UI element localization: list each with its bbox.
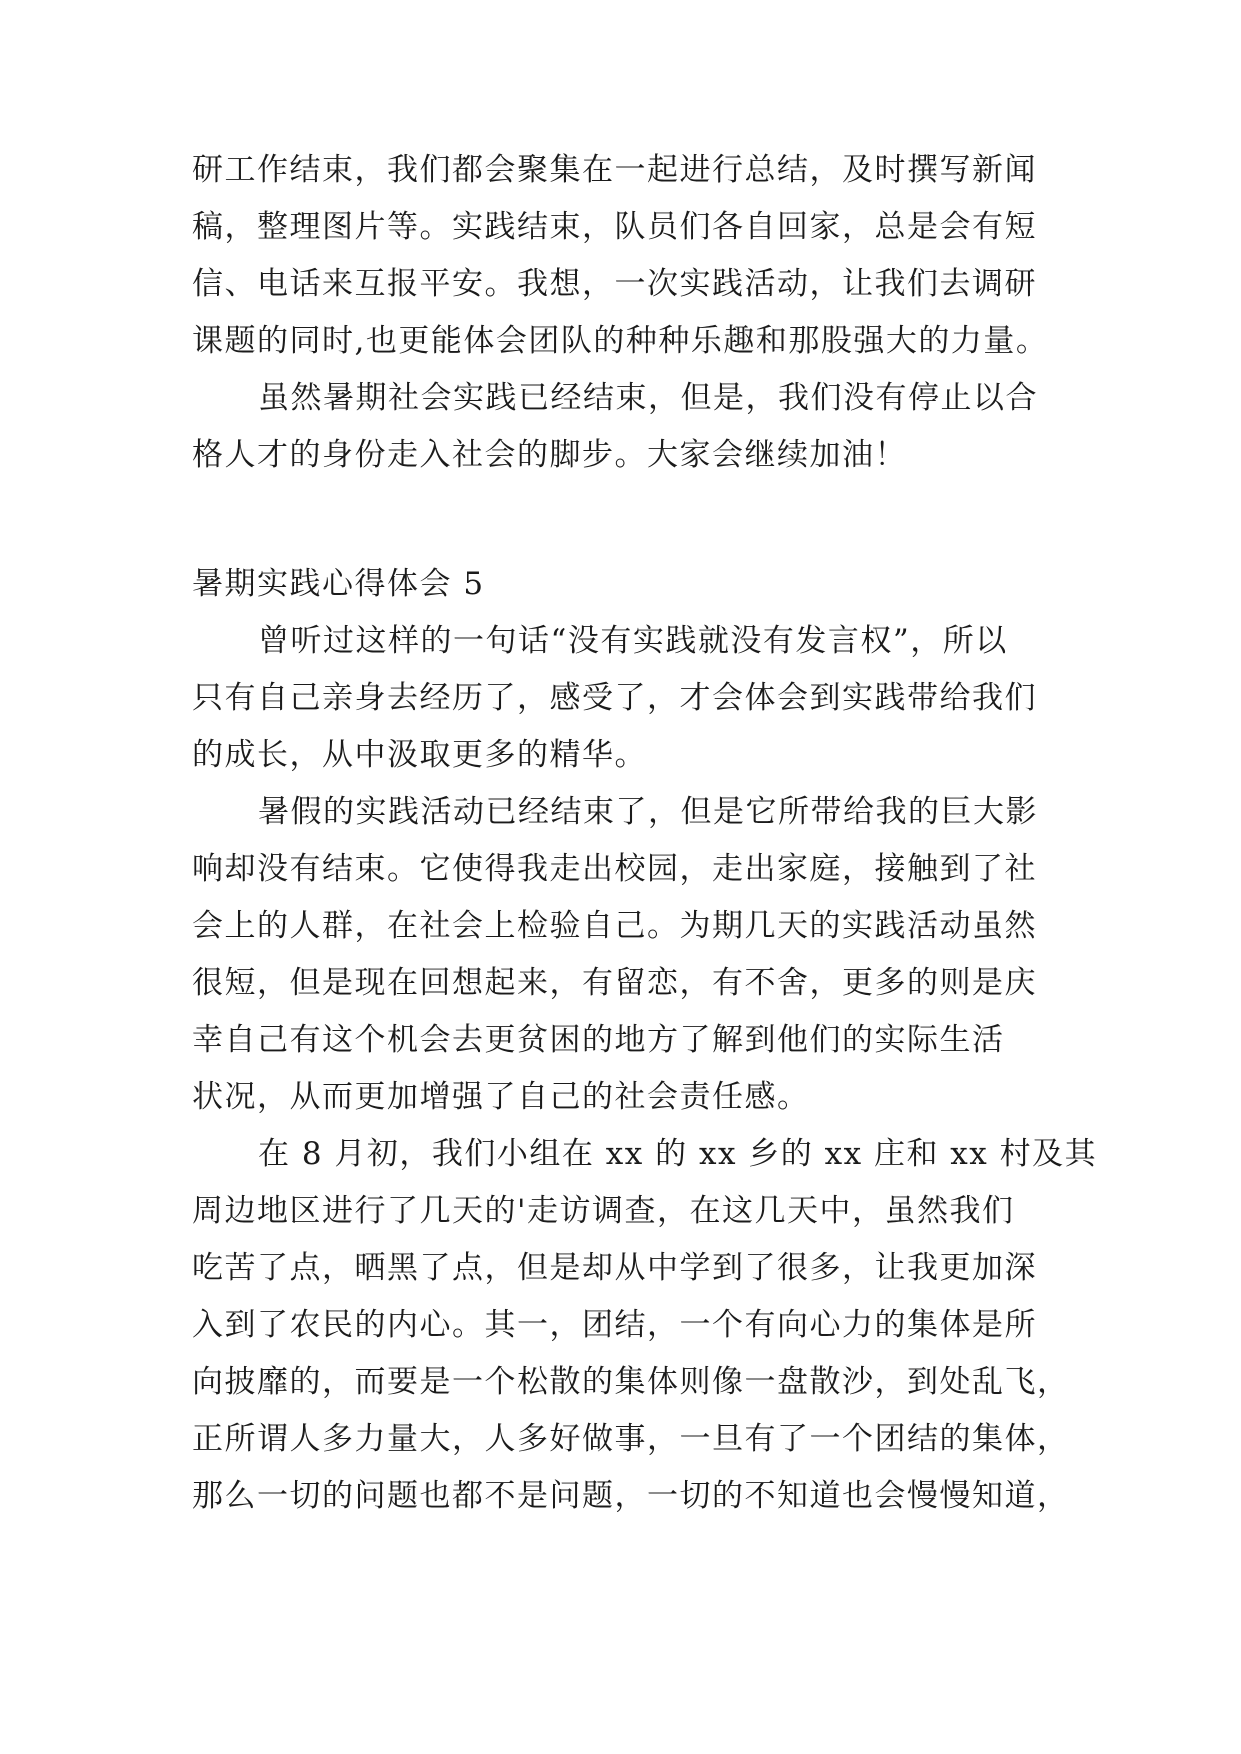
text-line: 虽然暑期社会实践已经结束，但是，我们没有停止以合 [258, 380, 1038, 416]
text-line: 稿，整理图片等。实践结束，队员们各自回家，总是会有短 [192, 209, 1037, 245]
text-line: 课题的同时,也更能体会团队的种种乐趣和那股强大的力量。 [192, 323, 1049, 359]
text-line: 曾听过这样的一句话“没有实践就没有发言权”，所以 [258, 623, 1008, 659]
text-line: 研工作结束，我们都会聚集在一起进行总结，及时撰写新闻 [192, 152, 1037, 188]
text-line: 的成长，从中汲取更多的精华。 [192, 737, 647, 773]
text-line: 在 8 月初，我们小组在 xx 的 xx 乡的 xx 庄和 xx 村及其 [258, 1136, 1098, 1172]
text-line: 向披靡的，而要是一个松散的集体则像一盘散沙，到处乱飞， [192, 1364, 1070, 1400]
text-line: 很短，但是现在回想起来，有留恋，有不舍，更多的则是庆 [192, 965, 1037, 1001]
section-heading: 暑期实践心得体会 5 [192, 566, 485, 602]
text-line: 幸自己有这个机会去更贫困的地方了解到他们的实际生活 [192, 1022, 1005, 1058]
text-line: 状况，从而更加增强了自己的社会责任感。 [192, 1079, 810, 1115]
text-line: 正所谓人多力量大，人多好做事，一旦有了一个团结的集体， [192, 1421, 1070, 1457]
text-line: 格人才的身份走入社会的脚步。大家会继续加油！ [192, 437, 907, 473]
text-line: 只有自己亲身去经历了，感受了，才会体会到实践带给我们 [192, 680, 1037, 716]
text-line: 吃苦了点，晒黑了点，但是却从中学到了很多，让我更加深 [192, 1250, 1037, 1286]
text-line: 那么一切的问题也都不是问题，一切的不知道也会慢慢知道， [192, 1478, 1070, 1514]
text-line: 入到了农民的内心。其一，团结，一个有向心力的集体是所 [192, 1307, 1037, 1343]
text-line: 周边地区进行了几天的'走访调查，在这几天中，虽然我们 [192, 1193, 1015, 1229]
text-line: 会上的人群，在社会上检验自己。为期几天的实践活动虽然 [192, 908, 1037, 944]
text-line: 响却没有结束。它使得我走出校园，走出家庭，接触到了社 [192, 851, 1037, 887]
text-line: 信、电话来互报平安。我想，一次实践活动，让我们去调研 [192, 266, 1037, 302]
text-line: 暑假的实践活动已经结束了，但是它所带给我的巨大影 [258, 794, 1038, 830]
